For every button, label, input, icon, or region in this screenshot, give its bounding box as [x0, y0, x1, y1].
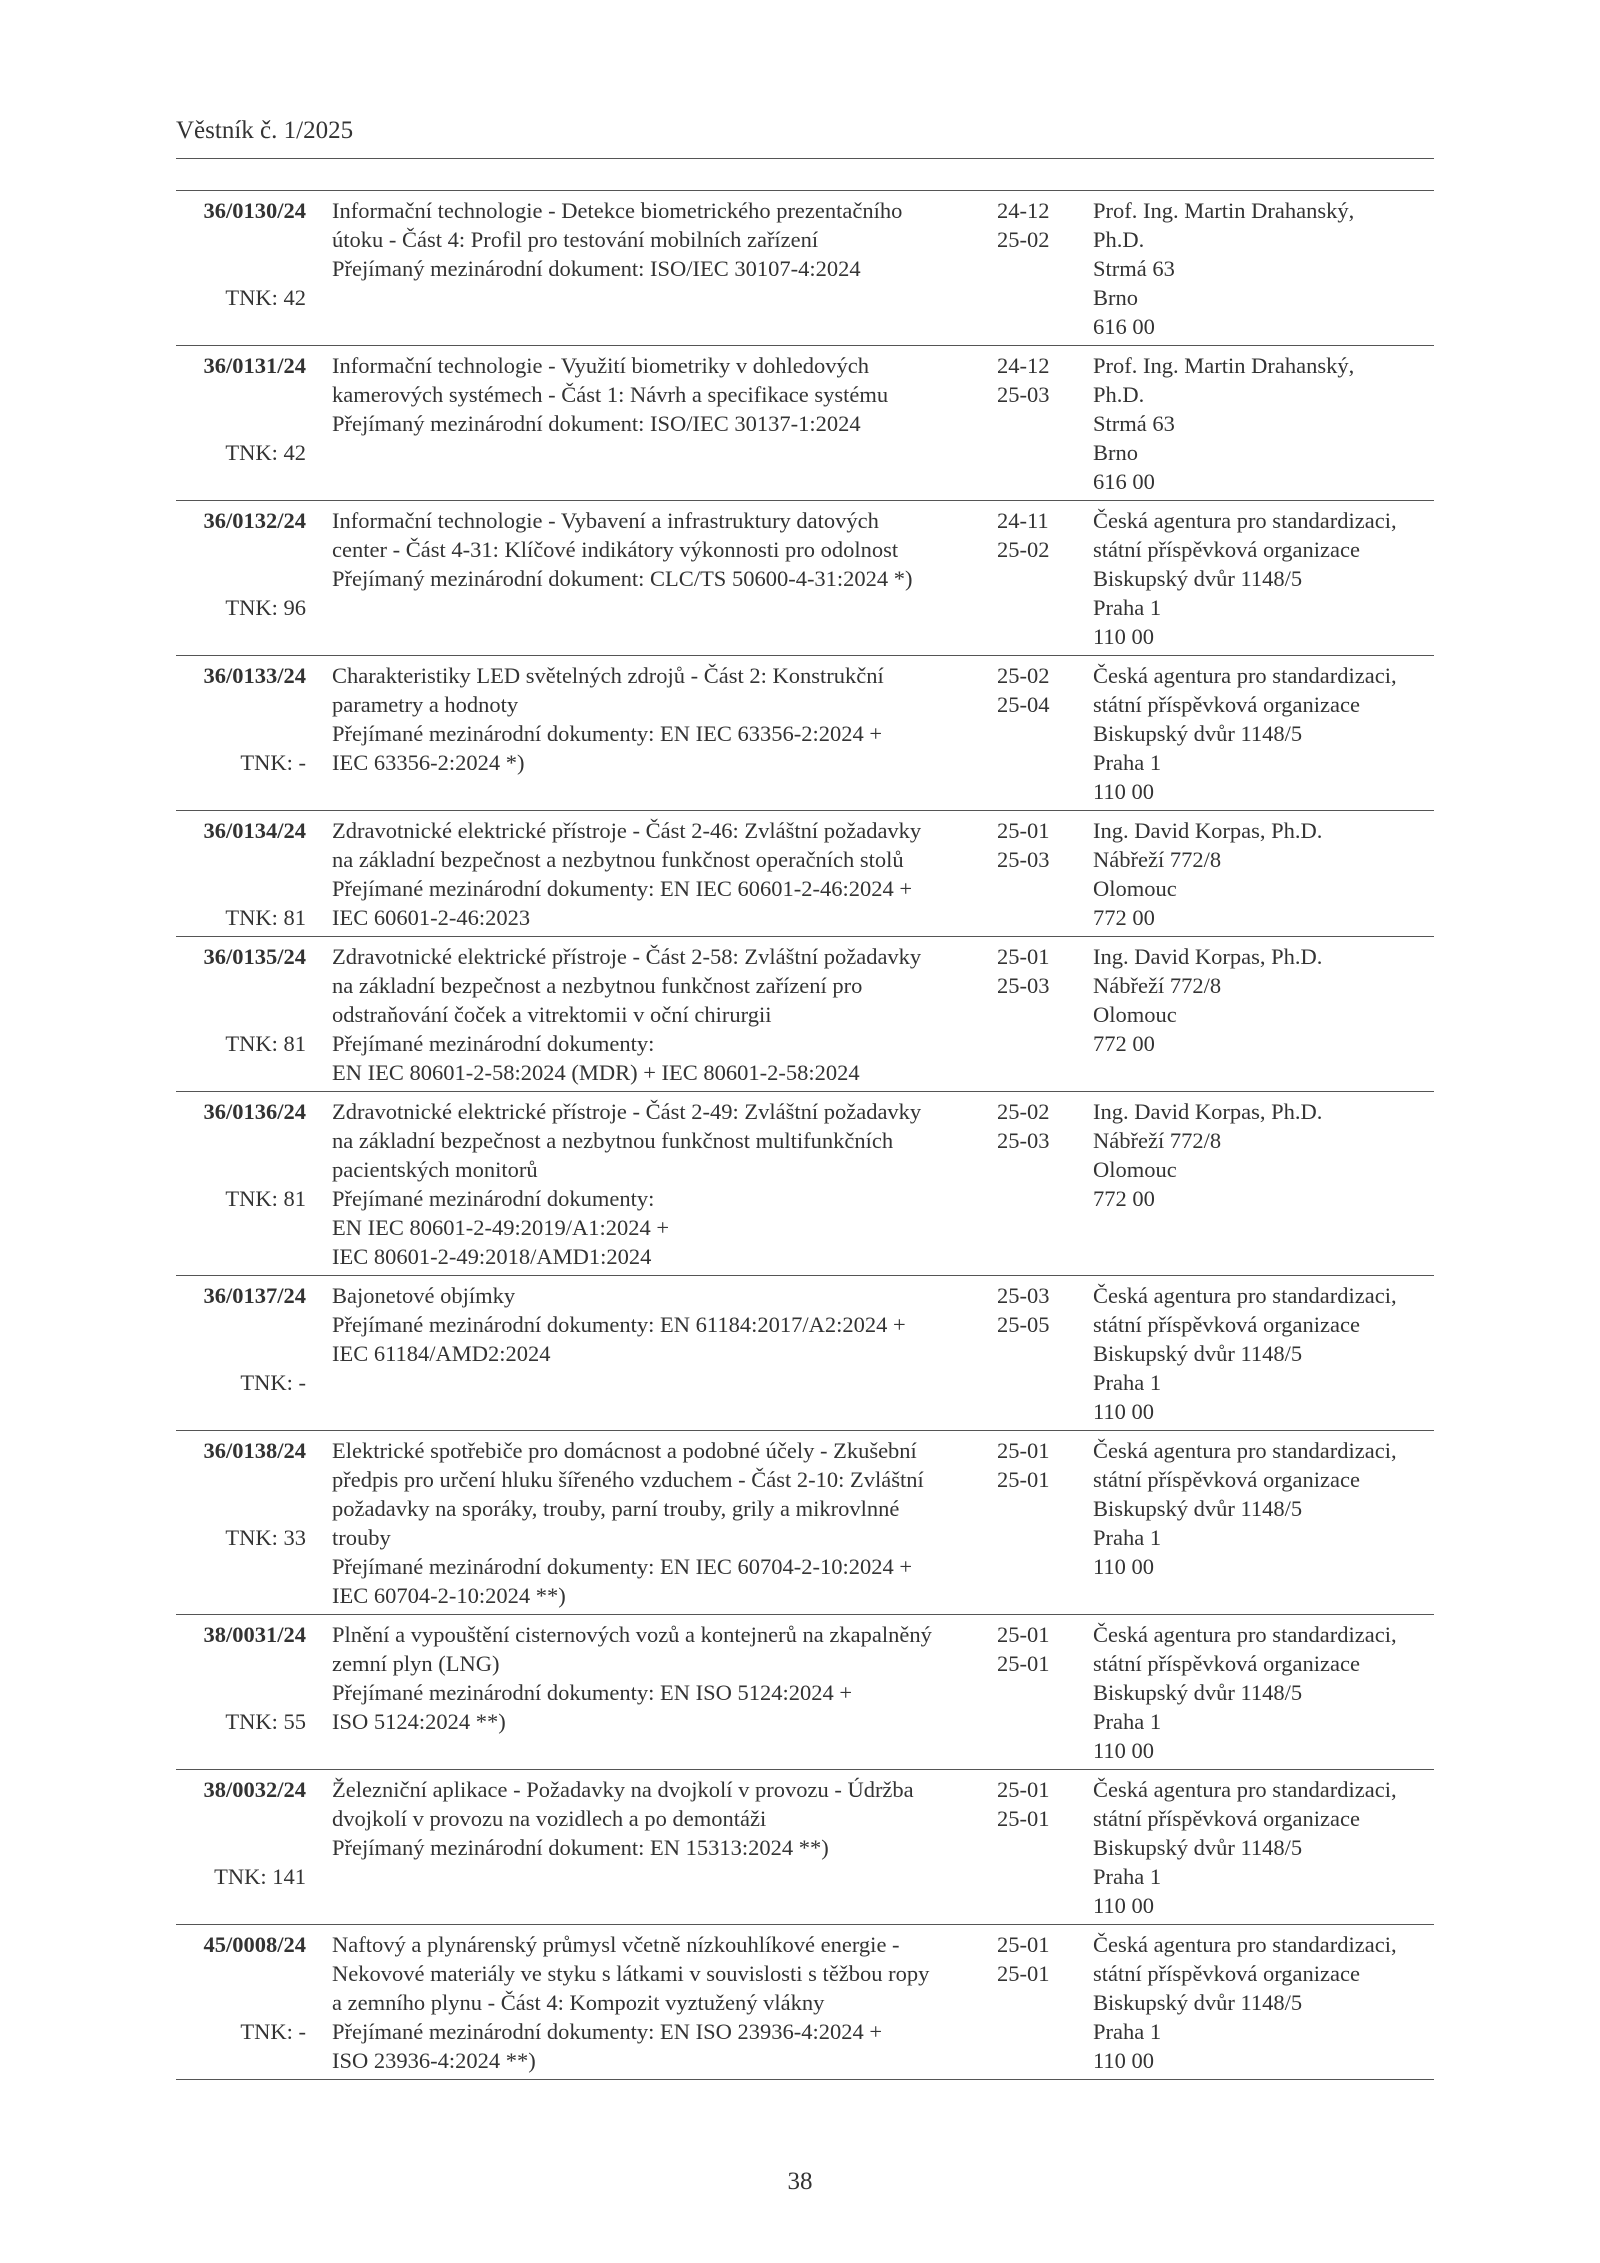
processor-address [1093, 661, 1438, 806]
table-row [176, 937, 1434, 1092]
address-line: Praha 1 [1093, 1709, 1162, 1734]
description-line: na základní bezpečnost a nezbytnou funkčnost operačních stolů [332, 847, 904, 872]
start-date: 24-11 [997, 508, 1049, 533]
processor-address [1093, 816, 1438, 932]
address-line: Ing. David Korpas, Ph.D. [1093, 944, 1323, 969]
description-line: na základní bezpečnost a nezbytnou funkčnost multifunkčních [332, 1128, 894, 1153]
address-line: 616 00 [1093, 314, 1155, 339]
address-line: Praha 1 [1093, 595, 1162, 620]
address-line: Biskupský dvůr 1148/5 [1093, 1496, 1303, 1521]
tnk-label: TNK: 55 [225, 1709, 306, 1734]
address-line: Biskupský dvůr 1148/5 [1093, 1680, 1303, 1705]
tnk-label: TNK: 141 [214, 1864, 306, 1889]
start-date: 25-02 [997, 663, 1050, 688]
description-line: EN IEC 80601-2-49:2019/A1:2024 + [332, 1215, 670, 1240]
standard-description [332, 1620, 972, 1736]
standard-id-cell [176, 661, 306, 777]
address-line: Česká agentura pro standardizaci, [1093, 1438, 1397, 1463]
standard-id-cell [176, 816, 306, 932]
description-line: Zdravotnické elektrické přístroje - Část 2-46: Zvláštní požadavky [332, 818, 922, 843]
description-line: útoku - Část 4: Profil pro testování mobilních zařízení [332, 227, 819, 252]
standard-number: 36/0137/24 [203, 1283, 306, 1308]
address-line: Brno [1093, 285, 1138, 310]
start-date: 25-01 [997, 1777, 1050, 1802]
address-line: státní příspěvková organizace [1093, 692, 1360, 717]
standard-description [332, 351, 972, 438]
dates-cell [997, 1930, 1077, 1988]
standard-id-cell [176, 1097, 306, 1213]
address-line: státní příspěvková organizace [1093, 1467, 1360, 1492]
description-line: Přejímaný mezinárodní dokument: ISO/IEC 30107-4:2024 [332, 256, 861, 281]
tnk-label: TNK: 81 [225, 1186, 306, 1211]
processor-address [1093, 1775, 1438, 1920]
description-line: Nekovové materiály ve styku s látkami v souvislosti s těžbou ropy [332, 1961, 930, 1986]
standard-id-cell [176, 1620, 306, 1736]
address-line: Prof. Ing. Martin Drahanský, [1093, 353, 1355, 378]
address-line: Ph.D. [1093, 382, 1145, 407]
dates-cell [997, 1620, 1077, 1678]
processor-address [1093, 942, 1438, 1058]
description-line: IEC 61184/AMD2:2024 [332, 1341, 551, 1366]
standard-number: 36/0131/24 [203, 353, 306, 378]
address-line: 110 00 [1093, 1399, 1155, 1424]
description-line: Přejímané mezinárodní dokumenty: EN ISO 23936-4:2024 + [332, 2019, 883, 2044]
start-date: 25-02 [997, 1099, 1050, 1124]
address-line: Prof. Ing. Martin Drahanský, [1093, 198, 1355, 223]
description-line: Přejímané mezinárodní dokumenty: [332, 1186, 655, 1211]
standard-number: 36/0134/24 [203, 818, 306, 843]
description-line: Informační technologie - Využití biometriky v dohledových [332, 353, 869, 378]
start-date: 24-12 [997, 198, 1050, 223]
address-line: Olomouc [1093, 1002, 1177, 1027]
end-date: 25-05 [997, 1312, 1050, 1337]
tnk-label: TNK: 42 [225, 440, 306, 465]
description-line: IEC 60704-2-10:2024 **) [332, 1583, 566, 1608]
processor-address [1093, 196, 1438, 341]
standard-id-cell [176, 196, 306, 312]
standard-id-cell [176, 351, 306, 467]
standard-id-cell [176, 1775, 306, 1891]
end-date: 25-01 [997, 1806, 1050, 1831]
start-date: 25-01 [997, 818, 1050, 843]
table-row [176, 656, 1434, 811]
address-line: Nábřeží 772/8 [1093, 847, 1222, 872]
address-line: Brno [1093, 440, 1138, 465]
table-row [176, 346, 1434, 501]
address-line: Olomouc [1093, 876, 1177, 901]
address-line: 772 00 [1093, 1186, 1155, 1211]
address-line: Biskupský dvůr 1148/5 [1093, 566, 1303, 591]
description-line: ISO 23936-4:2024 **) [332, 2048, 536, 2073]
address-line: Biskupský dvůr 1148/5 [1093, 1835, 1303, 1860]
description-line: Přejímané mezinárodní dokumenty: EN IEC 60601-2-46:2024 + [332, 876, 913, 901]
tnk-label: TNK: 96 [225, 595, 306, 620]
table-row [176, 1092, 1434, 1276]
description-line: dvojkolí v provozu na vozidlech a po demontáži [332, 1806, 767, 1831]
address-line: státní příspěvková organizace [1093, 1806, 1360, 1831]
table-row [176, 1615, 1434, 1770]
dates-cell [997, 196, 1077, 254]
end-date: 25-01 [997, 1651, 1050, 1676]
dates-cell [997, 661, 1077, 719]
standard-number: 36/0135/24 [203, 944, 306, 969]
description-line: IEC 80601-2-49:2018/AMD1:2024 [332, 1244, 652, 1269]
standard-id-cell [176, 1281, 306, 1397]
processor-address [1093, 506, 1438, 651]
address-line: Nábřeží 772/8 [1093, 1128, 1222, 1153]
address-line: Praha 1 [1093, 2019, 1162, 2044]
description-line: Elektrické spotřebiče pro domácnost a podobné účely - Zkušební [332, 1438, 917, 1463]
address-line: Praha 1 [1093, 1525, 1162, 1550]
table-row [176, 191, 1434, 346]
description-line: center - Část 4-31: Klíčové indikátory výkonnosti pro odolnost [332, 537, 899, 562]
table-row [176, 1431, 1434, 1615]
description-line: Železniční aplikace - Požadavky na dvojkolí v provozu - Údržba [332, 1777, 914, 1802]
address-line: Ing. David Korpas, Ph.D. [1093, 1099, 1323, 1124]
description-line: Zdravotnické elektrické přístroje - Část 2-58: Zvláštní požadavky [332, 944, 922, 969]
end-date: 25-01 [997, 1467, 1050, 1492]
standard-number: 38/0031/24 [203, 1622, 306, 1647]
address-line: Česká agentura pro standardizaci, [1093, 1932, 1397, 1957]
end-date: 25-04 [997, 692, 1050, 717]
standard-number: 36/0130/24 [203, 198, 306, 223]
standard-number: 36/0133/24 [203, 663, 306, 688]
description-line: Zdravotnické elektrické přístroje - Část 2-49: Zvláštní požadavky [332, 1099, 922, 1124]
address-line: 110 00 [1093, 624, 1155, 649]
tnk-label: TNK: 33 [225, 1525, 306, 1550]
page-header [176, 116, 1434, 159]
dates-cell [997, 1097, 1077, 1155]
table-row [176, 1925, 1434, 2080]
address-line: Strmá 63 [1093, 411, 1175, 436]
address-line: Česká agentura pro standardizaci, [1093, 1622, 1397, 1647]
address-line: Česká agentura pro standardizaci, [1093, 663, 1397, 688]
description-line: Informační technologie - Vybavení a infrastruktury datových [332, 508, 879, 533]
address-line: Česká agentura pro standardizaci, [1093, 508, 1397, 533]
start-date: 25-01 [997, 1438, 1050, 1463]
description-line: Přejímané mezinárodní dokumenty: EN IEC 63356-2:2024 + [332, 721, 883, 746]
address-line: státní příspěvková organizace [1093, 1312, 1360, 1337]
end-date: 25-02 [997, 537, 1050, 562]
description-line: EN IEC 80601-2-58:2024 (MDR) + IEC 80601-2-58:2024 [332, 1060, 860, 1085]
address-line: Biskupský dvůr 1148/5 [1093, 1341, 1303, 1366]
standard-description [332, 661, 972, 777]
description-line: Přejímaný mezinárodní dokument: EN 15313:2024 **) [332, 1835, 829, 1860]
address-line: Česká agentura pro standardizaci, [1093, 1283, 1397, 1308]
standard-number: 36/0132/24 [203, 508, 306, 533]
address-line: státní příspěvková organizace [1093, 1961, 1360, 1986]
standard-description [332, 942, 972, 1087]
description-line: IEC 63356-2:2024 *) [332, 750, 525, 775]
standard-id-cell [176, 1930, 306, 2046]
standard-description [332, 506, 972, 593]
tnk-label: TNK: - [240, 2019, 306, 2044]
standard-number: 36/0138/24 [203, 1438, 306, 1463]
description-line: IEC 60601-2-46:2023 [332, 905, 531, 930]
processor-address [1093, 1436, 1438, 1581]
standards-table [176, 190, 1434, 2080]
address-line: Strmá 63 [1093, 256, 1175, 281]
description-line: Naftový a plynárenský průmysl včetně nízkouhlíkové energie - [332, 1932, 900, 1957]
end-date: 25-03 [997, 1128, 1050, 1153]
description-line: odstraňování čoček a vitrektomii v oční chirurgii [332, 1002, 772, 1027]
standard-id-cell [176, 506, 306, 622]
address-line: Praha 1 [1093, 1864, 1162, 1889]
dates-cell [997, 1281, 1077, 1339]
table-row [176, 1770, 1434, 1925]
processor-address [1093, 351, 1438, 496]
address-line: Praha 1 [1093, 750, 1162, 775]
description-line: Bajonetové objímky [332, 1283, 516, 1308]
table-row [176, 501, 1434, 656]
dates-cell [997, 351, 1077, 409]
address-line: 616 00 [1093, 469, 1155, 494]
address-line: státní příspěvková organizace [1093, 1651, 1360, 1676]
address-line: 110 00 [1093, 2048, 1155, 2073]
description-line: trouby [332, 1525, 391, 1550]
end-date: 25-03 [997, 847, 1050, 872]
description-line: Plnění a vypouštění cisternových vozů a kontejnerů na zkapalněný [332, 1622, 932, 1647]
standard-description [332, 196, 972, 283]
processor-address [1093, 1620, 1438, 1765]
description-line: Přejímané mezinárodní dokumenty: [332, 1031, 655, 1056]
description-line: zemní plyn (LNG) [332, 1651, 500, 1676]
address-line: státní příspěvková organizace [1093, 537, 1360, 562]
standard-description [332, 1436, 972, 1610]
address-line: 772 00 [1093, 1031, 1155, 1056]
address-line: Biskupský dvůr 1148/5 [1093, 1990, 1303, 2015]
address-line: 110 00 [1093, 1893, 1155, 1918]
standard-description [332, 1775, 972, 1862]
standard-number: 38/0032/24 [203, 1777, 306, 1802]
dates-cell [997, 1436, 1077, 1494]
address-line: Česká agentura pro standardizaci, [1093, 1777, 1397, 1802]
address-line: 772 00 [1093, 905, 1155, 930]
address-line: 110 00 [1093, 779, 1155, 804]
address-line: 110 00 [1093, 1554, 1155, 1579]
end-date: 25-03 [997, 382, 1050, 407]
start-date: 25-03 [997, 1283, 1050, 1308]
description-line: Přejímané mezinárodní dokumenty: EN IEC 60704-2-10:2024 + [332, 1554, 913, 1579]
bulletin-title: Věstník č. 1/2025 [176, 117, 354, 144]
dates-cell [997, 506, 1077, 564]
description-line: Charakteristiky LED světelných zdrojů - Část 2: Konstrukční [332, 663, 884, 688]
processor-address [1093, 1930, 1438, 2075]
description-line: Přejímané mezinárodní dokumenty: EN ISO 5124:2024 + [332, 1680, 853, 1705]
standard-description [332, 816, 972, 932]
standard-description [332, 1097, 972, 1271]
table-row [176, 811, 1434, 937]
end-date: 25-01 [997, 1961, 1050, 1986]
description-line: Přejímané mezinárodní dokumenty: EN 61184:2017/A2:2024 + [332, 1312, 906, 1337]
description-line: ISO 5124:2024 **) [332, 1709, 506, 1734]
start-date: 25-01 [997, 1932, 1050, 1957]
table-row [176, 1276, 1434, 1431]
address-line: Nábřeží 772/8 [1093, 973, 1222, 998]
end-date: 25-03 [997, 973, 1050, 998]
description-line: pacientských monitorů [332, 1157, 538, 1182]
address-line: Ph.D. [1093, 227, 1145, 252]
page-number: 38 [787, 2168, 813, 2195]
address-line: Biskupský dvůr 1148/5 [1093, 721, 1303, 746]
description-line: předpis pro určení hluku šířeného vzduchem - Část 2-10: Zvláštní [332, 1467, 924, 1492]
description-line: parametry a hodnoty [332, 692, 519, 717]
dates-cell [997, 1775, 1077, 1833]
description-line: na základní bezpečnost a nezbytnou funkčnost zařízení pro [332, 973, 863, 998]
description-line: Přejímaný mezinárodní dokument: ISO/IEC 30137-1:2024 [332, 411, 861, 436]
dates-cell [997, 816, 1077, 874]
standard-description [332, 1281, 972, 1368]
standard-description [332, 1930, 972, 2075]
address-line: Praha 1 [1093, 1370, 1162, 1395]
tnk-label: TNK: 81 [225, 1031, 306, 1056]
description-line: Přejímaný mezinárodní dokument: CLC/TS 50600-4-31:2024 *) [332, 566, 913, 591]
address-line: Ing. David Korpas, Ph.D. [1093, 818, 1323, 843]
tnk-label: TNK: - [240, 750, 306, 775]
address-line: Olomouc [1093, 1157, 1177, 1182]
start-date: 25-01 [997, 944, 1050, 969]
standard-id-cell [176, 1436, 306, 1552]
processor-address [1093, 1097, 1438, 1213]
tnk-label: TNK: 81 [225, 905, 306, 930]
address-line: 110 00 [1093, 1738, 1155, 1763]
standard-number: 45/0008/24 [203, 1932, 306, 1957]
standard-number: 36/0136/24 [203, 1099, 306, 1124]
end-date: 25-02 [997, 227, 1050, 252]
start-date: 25-01 [997, 1622, 1050, 1647]
description-line: požadavky na sporáky, trouby, parní trouby, grily a mikrovlnné [332, 1496, 900, 1521]
description-line: kamerových systémech - Část 1: Návrh a specifikace systému [332, 382, 889, 407]
standard-id-cell [176, 942, 306, 1058]
start-date: 24-12 [997, 353, 1050, 378]
tnk-label: TNK: 42 [225, 285, 306, 310]
description-line: a zemního plynu - Část 4: Kompozit vyztužený vlákny [332, 1990, 825, 2015]
processor-address [1093, 1281, 1438, 1426]
dates-cell [997, 942, 1077, 1000]
tnk-label: TNK: - [240, 1370, 306, 1395]
description-line: Informační technologie - Detekce biometrického prezentačního [332, 198, 903, 223]
